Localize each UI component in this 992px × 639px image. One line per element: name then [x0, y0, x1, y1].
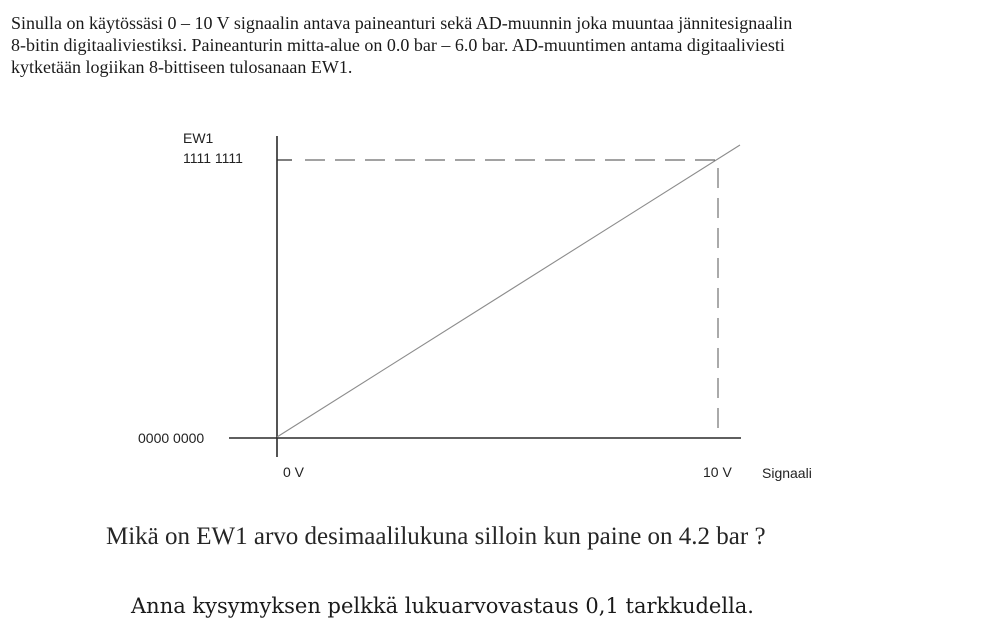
conversion-line [277, 145, 740, 437]
x-max-label: 10 V [703, 464, 732, 480]
answer-instruction: Anna kysymyksen pelkkä lukuarvovastaus 0,1 tarkkudella. [131, 594, 754, 618]
question-text: Mikä on EW1 arvo desimaalilukuna silloin kun paine on 4.2 bar ? [106, 523, 766, 550]
problem-line-1: Sinulla on käytössäsi 0 – 10 V signaalin antava paineanturi sekä AD-muunnin joka muuntaa jännitesignaalin [11, 13, 793, 33]
x-min-label: 0 V [283, 464, 305, 480]
y-min-label: 0000 0000 [138, 430, 205, 446]
y-max-label: 1111 1111 [183, 150, 243, 166]
x-axis-name: Signaali [762, 465, 812, 481]
y-axis-name: EW1 [183, 130, 214, 146]
problem-line-2: 8-bitin digitaaliviestiksi. Paineanturin mitta-alue on 0.0 bar – 6.0 bar. AD-muuntimen antama digitaaliviesti [11, 35, 785, 55]
problem-line-3: kytketään logiikan 8-bittiseen tulosanaan EW1. [11, 57, 353, 77]
